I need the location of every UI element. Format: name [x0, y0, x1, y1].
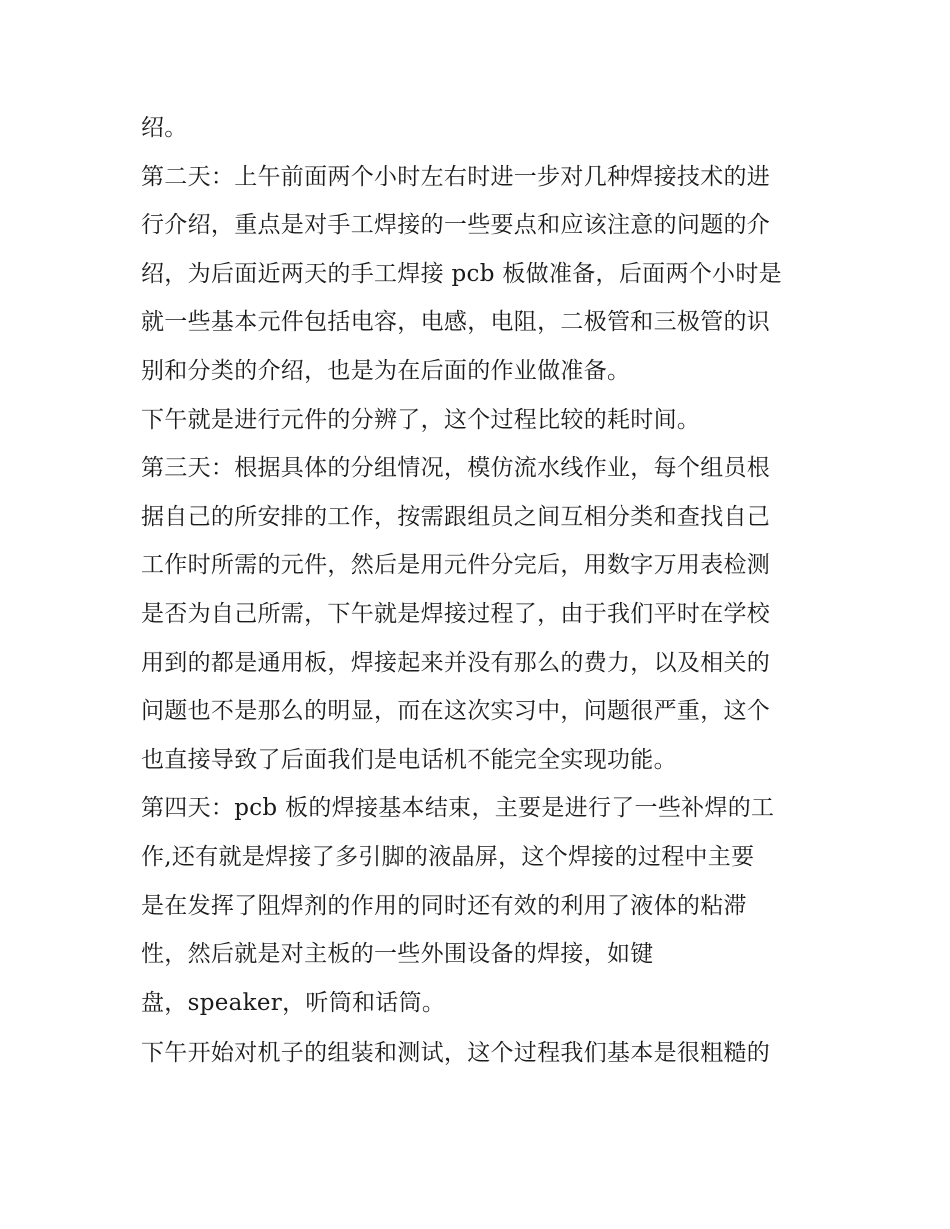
text-line: 第三天：根据具体的分组情况，模仿流水线作业，每个组员根 — [141, 455, 771, 482]
text-line: 用到的都是通用板，焊接起来并没有那么的费力，以及相关的 — [141, 649, 771, 676]
text-line: 下午开始对机子的组装和测试，这个过程我们基本是很粗糙的 — [141, 1040, 771, 1067]
text-line: 行介绍，重点是对手工焊接的一些要点和应该注意的问题的介 — [141, 212, 771, 239]
text-line: 绍。 — [141, 115, 188, 141]
text-line: 问题也不是那么的明显，而在这次实习中，问题很严重，这个 — [141, 698, 771, 725]
text-line: 别和分类的介绍，也是为在后面的作业做准备。 — [141, 357, 631, 384]
text-line: 第四天：pcb 板的焊接基本结束，主要是进行了一些补焊的工 — [141, 795, 775, 822]
text-line: 下午就是进行元件的分辨了，这个过程比较的耗时间。 — [141, 406, 701, 433]
text-line: 据自己的所安排的工作，按需跟组员之间互相分类和查找自己 — [141, 503, 771, 530]
document-body — [141, 104, 821, 1078]
text-line: 第二天：上午前面两个小时左右时进一步对几种焊接技术的进 — [141, 163, 771, 190]
text-line: 工作时所需的元件，然后是用元件分完后，用数字万用表检测 — [141, 552, 771, 579]
text-line: 绍，为后面近两天的手工焊接 pcb 板做准备，后面两个小时是 — [141, 260, 782, 287]
text-line: 盘，speaker，听筒和话筒。 — [141, 989, 446, 1016]
text-line: 性，然后就是对主板的一些外围设备的焊接，如键 — [141, 941, 654, 968]
text-line: 作,还有就是焊接了多引脚的液晶屏，这个焊接的过程中主要 — [141, 843, 755, 870]
text-line: 也直接导致了后面我们是电话机不能完全实现功能。 — [141, 746, 677, 773]
text-line: 是在发挥了阻焊剂的作用的同时还有效的利用了液体的粘滞 — [141, 892, 747, 919]
text-line: 是否为自己所需，下午就是焊接过程了，由于我们平时在学校 — [141, 600, 771, 627]
text-line: 就一些基本元件包括电容，电感，电阻，二极管和三极管的识 — [141, 309, 771, 336]
